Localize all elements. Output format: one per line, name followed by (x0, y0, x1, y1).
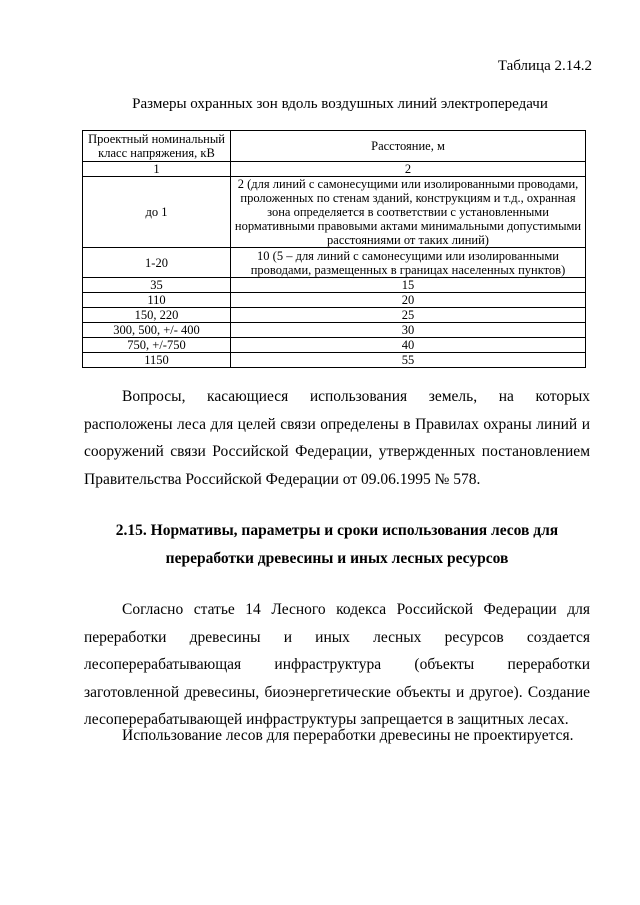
voltage-cell: 150, 220 (83, 308, 231, 323)
table-row (83, 308, 586, 323)
distance-cell: 40 (231, 338, 586, 353)
voltage-cell: 1150 (83, 353, 231, 368)
voltage-cell: 750, +/-750 (83, 338, 231, 353)
header-voltage: Проектный номинальный класс напряжения, кВ (83, 131, 231, 162)
voltage-cell: до 1 (83, 177, 231, 248)
paragraph-communications: Вопросы, касающиеся использования земель, на которых расположены леса для целей связи определены в Правилах охраны линий и сооружений связи Российской Федерации, утвержденных постановлением Правительства Российской Федерации от 09.06.1995 № 578. (84, 388, 590, 488)
voltage-cell: 110 (83, 293, 231, 308)
section-heading: 2.15. Нормативы, параметры и сроки использования лесов для переработки древесины и иных лесных ресурсов (115, 522, 559, 567)
table-row (83, 248, 586, 278)
distance-cell: 10 (5 – для линий с самонесущими или изолированными проводами, размещенных в границах населенных пунктов) (231, 248, 586, 278)
distance-cell: 30 (231, 323, 586, 338)
table-row (83, 323, 586, 338)
table-row (83, 338, 586, 353)
table-number: Таблица 2.14.2 (497, 58, 592, 74)
distance-cell: 15 (231, 278, 586, 293)
voltage-cell: 300, 500, +/- 400 (83, 323, 231, 338)
table-index-row (83, 162, 586, 177)
protection-zones-table (82, 130, 586, 368)
table-row (83, 177, 586, 248)
index-cell: 2 (231, 162, 586, 177)
table-header-row (83, 131, 586, 162)
distance-cell: 25 (231, 308, 586, 323)
paragraph-infrastructure: Согласно статье 14 Лесного кодекса Российской Федерации для переработки древесины и иных лесных ресурсов создается лесоперерабатывающая инфраструктура (объекты переработки заготовленной древесины, биоэнергетические объекты и другое). Создание лесоперерабатывающей инфраструктуры запрещается в защитных лесах. (84, 601, 590, 728)
table-row (83, 353, 586, 368)
distance-cell: 55 (231, 353, 586, 368)
distance-cell: 2 (для линий с самонесущими или изолированными проводами, проложенных по стенам зданий, конструкциям и т.д., охранная зона определяется в соответствии с установленными нормативными правовыми актами минимальными допустимыми расстояниями от таких линий) (231, 177, 586, 248)
header-distance: Расстояние, м (231, 131, 586, 162)
index-cell: 1 (83, 162, 231, 177)
voltage-cell: 35 (83, 278, 231, 293)
voltage-cell: 1-20 (83, 248, 231, 278)
paragraph-not-designed: Использование лесов для переработки древесины не проектируется. (122, 727, 574, 744)
table-caption: Размеры охранных зон вдоль воздушных линий электропередачи (132, 96, 548, 112)
table-row (83, 278, 586, 293)
distance-cell: 20 (231, 293, 586, 308)
table-row (83, 293, 586, 308)
